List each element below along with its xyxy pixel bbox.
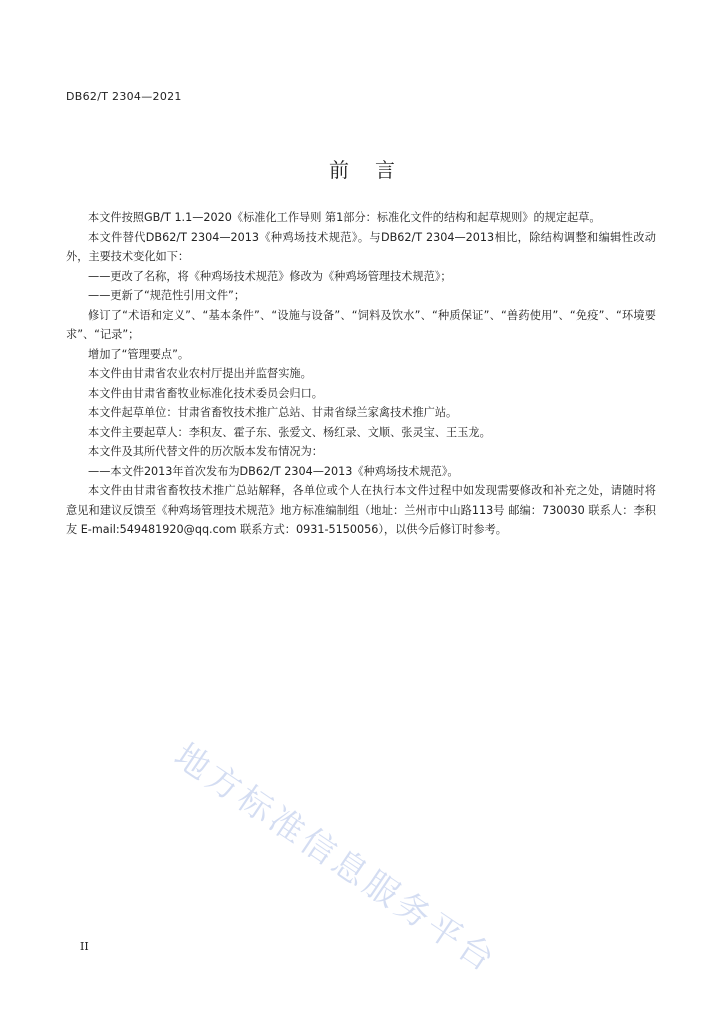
page-title: 前言 (329, 158, 421, 182)
watermark: 地方标准信息服务平台 (166, 735, 505, 982)
history-item: ——本文件2013年首次发布为DB62/T 2304—2013《种鸡场技术规范》。 (88, 464, 459, 478)
change-item-added: 增加了“管理要点”。 (88, 347, 190, 361)
paragraph-drafting-rules: 本文件按照GB/T 1.1—2020《标准化工作导则 第1部分：标准化文件的结构和起草规则》的规定起草。 (88, 211, 601, 224)
paragraph-contact: 本文件由甘肃省畜牧技术推广总站解释，各单位或个人在执行本文件过程中如发现需要修改和补充之处，请随时将意见和建议反馈至《种鸡场管理技术规范》地方标准编制组（地址：兰州市中山路113号 邮编：730030 联系人：李积友 E-mail:549481920@qq.com 联系方式：0931-5150056），以供今后修订时参考。 (66, 484, 656, 536)
paragraph-history-intro: 本文件及其所代替文件的历次版本发布情况为： (88, 445, 323, 458)
page-number: II (80, 940, 89, 953)
foreword-body (66, 208, 656, 540)
change-item-references: ——更新了“规范性引用文件”； (88, 289, 246, 302)
change-item-name: ——更改了名称，将《种鸡场技术规范》修改为《种鸡场管理技术规范》； (88, 269, 452, 283)
change-item-revised: 修订了“术语和定义”、“基本条件”、“设施与设备”、“饲料及饮水”、“种质保证”、“兽药使用”、“免疫”、“环境要求”、“记录”； (66, 308, 656, 341)
paragraph-drafters: 本文件主要起草人：李积友、霍子东、张爱文、杨红录、文顺、张灵宝、王玉龙。 (88, 425, 491, 439)
document-code: DB62/T 2304—2021 (66, 90, 182, 103)
paragraph-drafting-units: 本文件起草单位：甘肃省畜牧技术推广总站、甘肃省绿兰家禽技术推广站。 (88, 406, 458, 419)
paragraph-committee: 本文件由甘肃省畜牧业标准化技术委员会归口。 (88, 386, 323, 400)
paragraph-replacement: 本文件替代DB62/T 2304—2013《种鸡场技术规范》。与DB62/T 2304—2013相比，除结构调整和编辑性改动外，主要技术变化如下： (66, 230, 656, 263)
paragraph-proposer: 本文件由甘肃省农业农村厅提出并监督实施。 (88, 367, 312, 380)
